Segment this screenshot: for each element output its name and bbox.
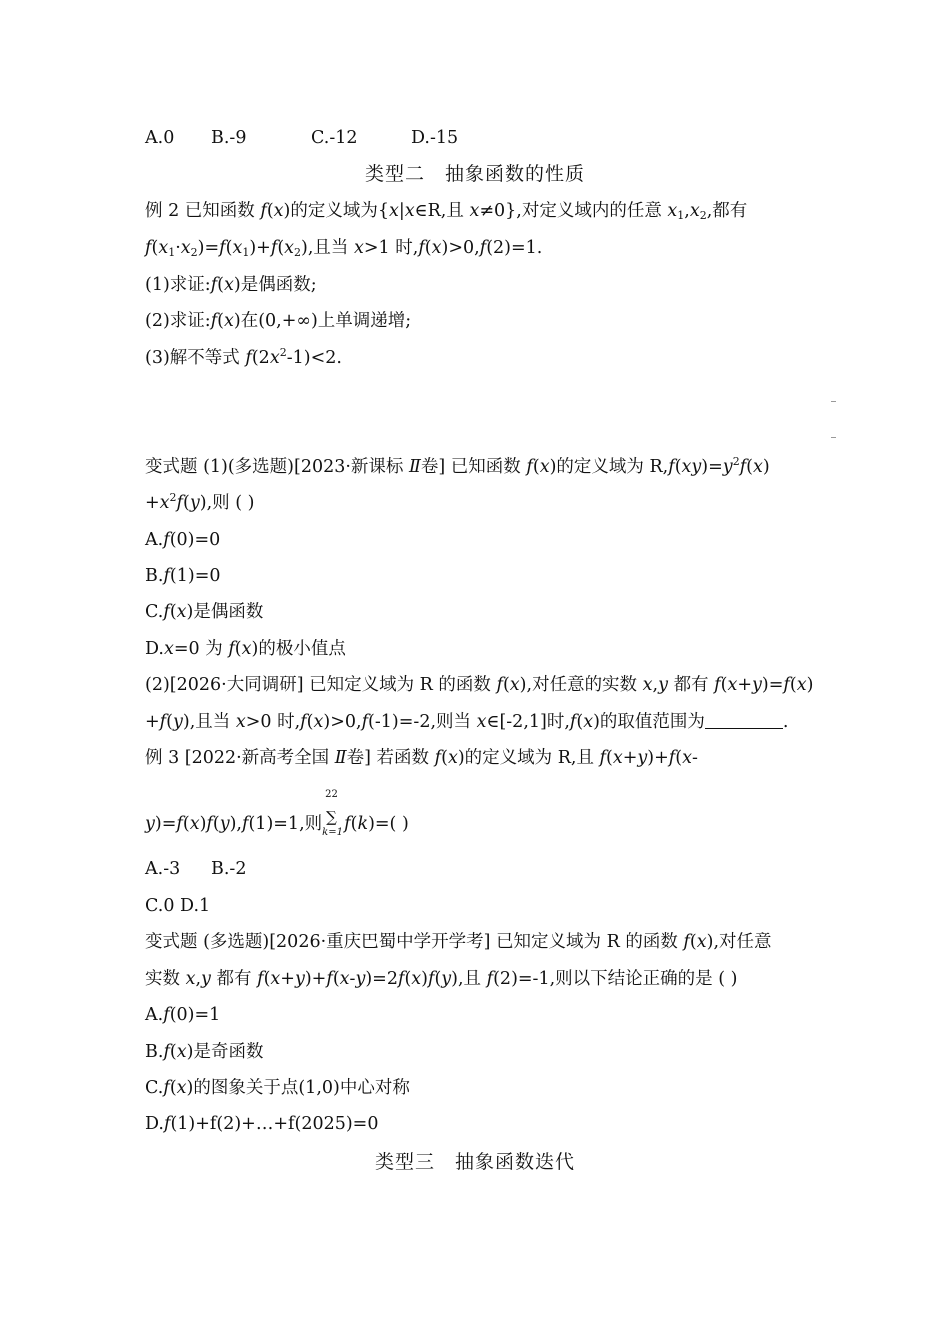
variant1-option-d: D.x=0 为 f(x)的极小值点: [145, 639, 346, 659]
example3-options-row1: A.-3 B.-2: [145, 859, 247, 879]
example2-question2: (2)求证:f(x)在(0,+∞)上单调递增;: [145, 311, 412, 331]
variant1-line1: 变式题 (1)(多选题)[2023·新课标 Ⅱ卷] 已知函数 f(x)的定义域为 $R,f(xy)=y^2f(x)$: [145, 455, 770, 477]
option-a: A.0: [145, 128, 175, 148]
variant2-option-c: C.f(x)的图象关于点(1,0)中心对称: [145, 1078, 410, 1098]
variant1-part2-line1: (2)[2026·大同调研] 已知定义域为 R 的函数 f(x),对任意的实数 x,y 都有 f(x+y)=f(x): [145, 675, 814, 695]
variant1-option-c: C.f(x)是偶函数: [145, 602, 264, 622]
variant2-option-b: B.f(x)是奇函数: [145, 1042, 264, 1062]
margin-mark: [831, 437, 836, 438]
example3-line1: 例 3 [2022·新高考全国 Ⅱ卷] 若函数 f(x)的定义域为 R,且 f(x+y)+f(x-: [145, 748, 698, 768]
example2-question1: (1)求证:f(x)是偶函数;: [145, 275, 317, 295]
variant1-part2-line2: +f(y),且当 x>0 时,f(x)>0,f(-1)=-2,则当 x∈[-2,1]时,f(x)的取值范围为 .: [145, 712, 789, 732]
variant1-line2: $+x^2f(y)$,则 ( ): [145, 491, 255, 513]
variant1-option-a: A.f(0)=0: [145, 530, 221, 550]
section-title-type3: 类型三 抽象函数迭代: [374, 1151, 575, 1173]
margin-mark: [831, 401, 836, 402]
options-row-top: [145, 126, 815, 150]
section-title-type2: 类型二 抽象函数的性质: [364, 163, 585, 185]
variant2-line2: 实数 x,y 都有 f(x+y)+f(x-y)=2f(x)f(y),且 f(2)=-1,则以下结论正确的是 ( ): [145, 969, 738, 989]
option-d: D.-15: [411, 128, 459, 148]
example3-options-row2: C.0 D.1: [145, 896, 211, 916]
summation-symbol: 22 ∑ k=1: [322, 789, 343, 838]
option-b: B.-9: [211, 128, 247, 148]
example2-line1: 例 2 已知函数 f(x)的定义域为{x|x∈R,且 x≠0},对定义域内的任意 $x_1,x_2$,都有: [145, 201, 748, 222]
variant2-option-d: D.f(1)+f(2)+…+f(2025)=0: [145, 1114, 379, 1134]
answer-blank: [705, 711, 783, 729]
variant2-line1: 变式题 (多选题)[2026·重庆巴蜀中学开学考] 已知定义域为 R 的函数 f(x),对任意: [145, 932, 772, 952]
example3-line2: y)=f(x)f(y),f(1)=1,则 22 ∑ k=1 f(k)=( ): [145, 789, 409, 838]
variant2-option-a: A.f(0)=1: [145, 1005, 221, 1025]
option-c: C.-12: [311, 128, 358, 148]
example2-line2: $f(x_1\cdot x_2)=f(x_1)+f(x_2)$,且当 x>1 时,f(x)>0,f(2)=1.: [145, 238, 543, 259]
example2-question3: (3)解不等式 $f(2x^2-1)<2$.: [145, 346, 342, 368]
variant1-option-b: B.f(1)=0: [145, 566, 221, 586]
